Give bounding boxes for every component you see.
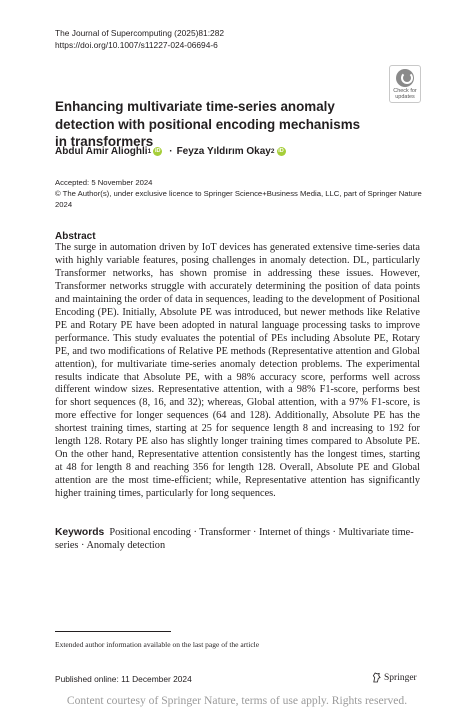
check-for-updates-badge[interactable] [389,65,421,103]
crossmark-label-2: updates [395,94,415,100]
abstract-body: The surge in automation driven by IoT devices has generated extensive time-series data with highly variable features, posing challenges in anomaly detection. DL, particularly Transformer networks, has shown promise in addressing these issues. However, Transformer networks struggle with accurately determining the position of data points and maintaining the order of data in sequences, leading to the development of Positional Encoding (PE). Initially, Absolute PE was introduced, but newer methods like Relative PE and Rotary PE have been adopted in natural language processing tasks to improve performance. This study evaluates the potential of PEs including Absolute PE, Rotary PE, and two modifications of Relative PE methods (Representative attention and Global attention), for multivariate time-series anomaly detection problems. The experimental results indicate that Absolute PE, with a 98% accuracy score, performs well across different window sizes. Representative attention, with a 98% F1-score, performs best for short sequences (8, 16, and 32); whereas, Global attention, with a 97% F1-score, is more effective for longer sequences (64 and 128). Additionally, Absolute PE has the shortest training times, starting at 25 for sequence length 8 and increasing to 192 for length 128. Rotary PE also has slightly longer training times compared to Absolute PE. On the other hand, Representative attention consistently has the longest times, starting at 48 for length 8 and reaching 356 for length 128. Overall, Absolute PE and Global attention are the most time-efficient; while, Representative attention has significantly higher training times, particularly for long sequences. [55,242,420,500]
author-name[interactable]: Feyza Yıldırım Okay [176,146,271,157]
abstract-heading: Abstract [55,231,96,242]
accepted-date: Accepted: 5 November 2024 [55,178,153,187]
journal-header [55,28,224,51]
published-date: Published online: 11 December 2024 [55,674,192,684]
keywords-list: Positional encoding · Transformer · Internet of things · Multivariate time-series · Anomaly detection [55,527,414,551]
footnote-rule [55,631,171,632]
crossmark-icon [396,69,414,87]
keywords-heading: Keywords [55,527,105,538]
springer-horse-icon [372,672,381,683]
orcid-icon[interactable]: iD [278,148,284,154]
publisher-logo[interactable] [372,672,417,683]
article-meta [55,178,425,210]
author-list [55,146,289,157]
article-title: Enhancing multivariate time-series anomaly detection with positional encoding mechanisms in transformers [55,99,361,149]
publisher-name: Springer [384,672,417,683]
author-affiliation-sup: 2 [270,148,275,155]
journal-citation: The Journal of Supercomputing (2025)81:282 [55,28,225,38]
author-affiliation-sup: 1 [147,148,152,155]
author-name[interactable]: Abdul Amir Alioghli [55,146,148,157]
author-info-footnote: Extended author information available on the last page of the article [55,640,260,649]
orcid-icon[interactable]: iD [154,148,161,154]
keywords-section [55,526,420,552]
crossmark-label-1: Check for [393,88,417,94]
courtesy-watermark: Content courtesy of Springer Nature, terms of use apply. Rights reserved. [66,694,408,707]
doi-link[interactable]: https://doi.org/10.1007/s11227-024-06694-6 [55,39,218,50]
author-separator: · [169,146,173,157]
copyright-notice: © The Author(s), under exclusive licence to Springer Science+Business Media, LLC, part of Springer Nature 2024 [55,188,422,209]
